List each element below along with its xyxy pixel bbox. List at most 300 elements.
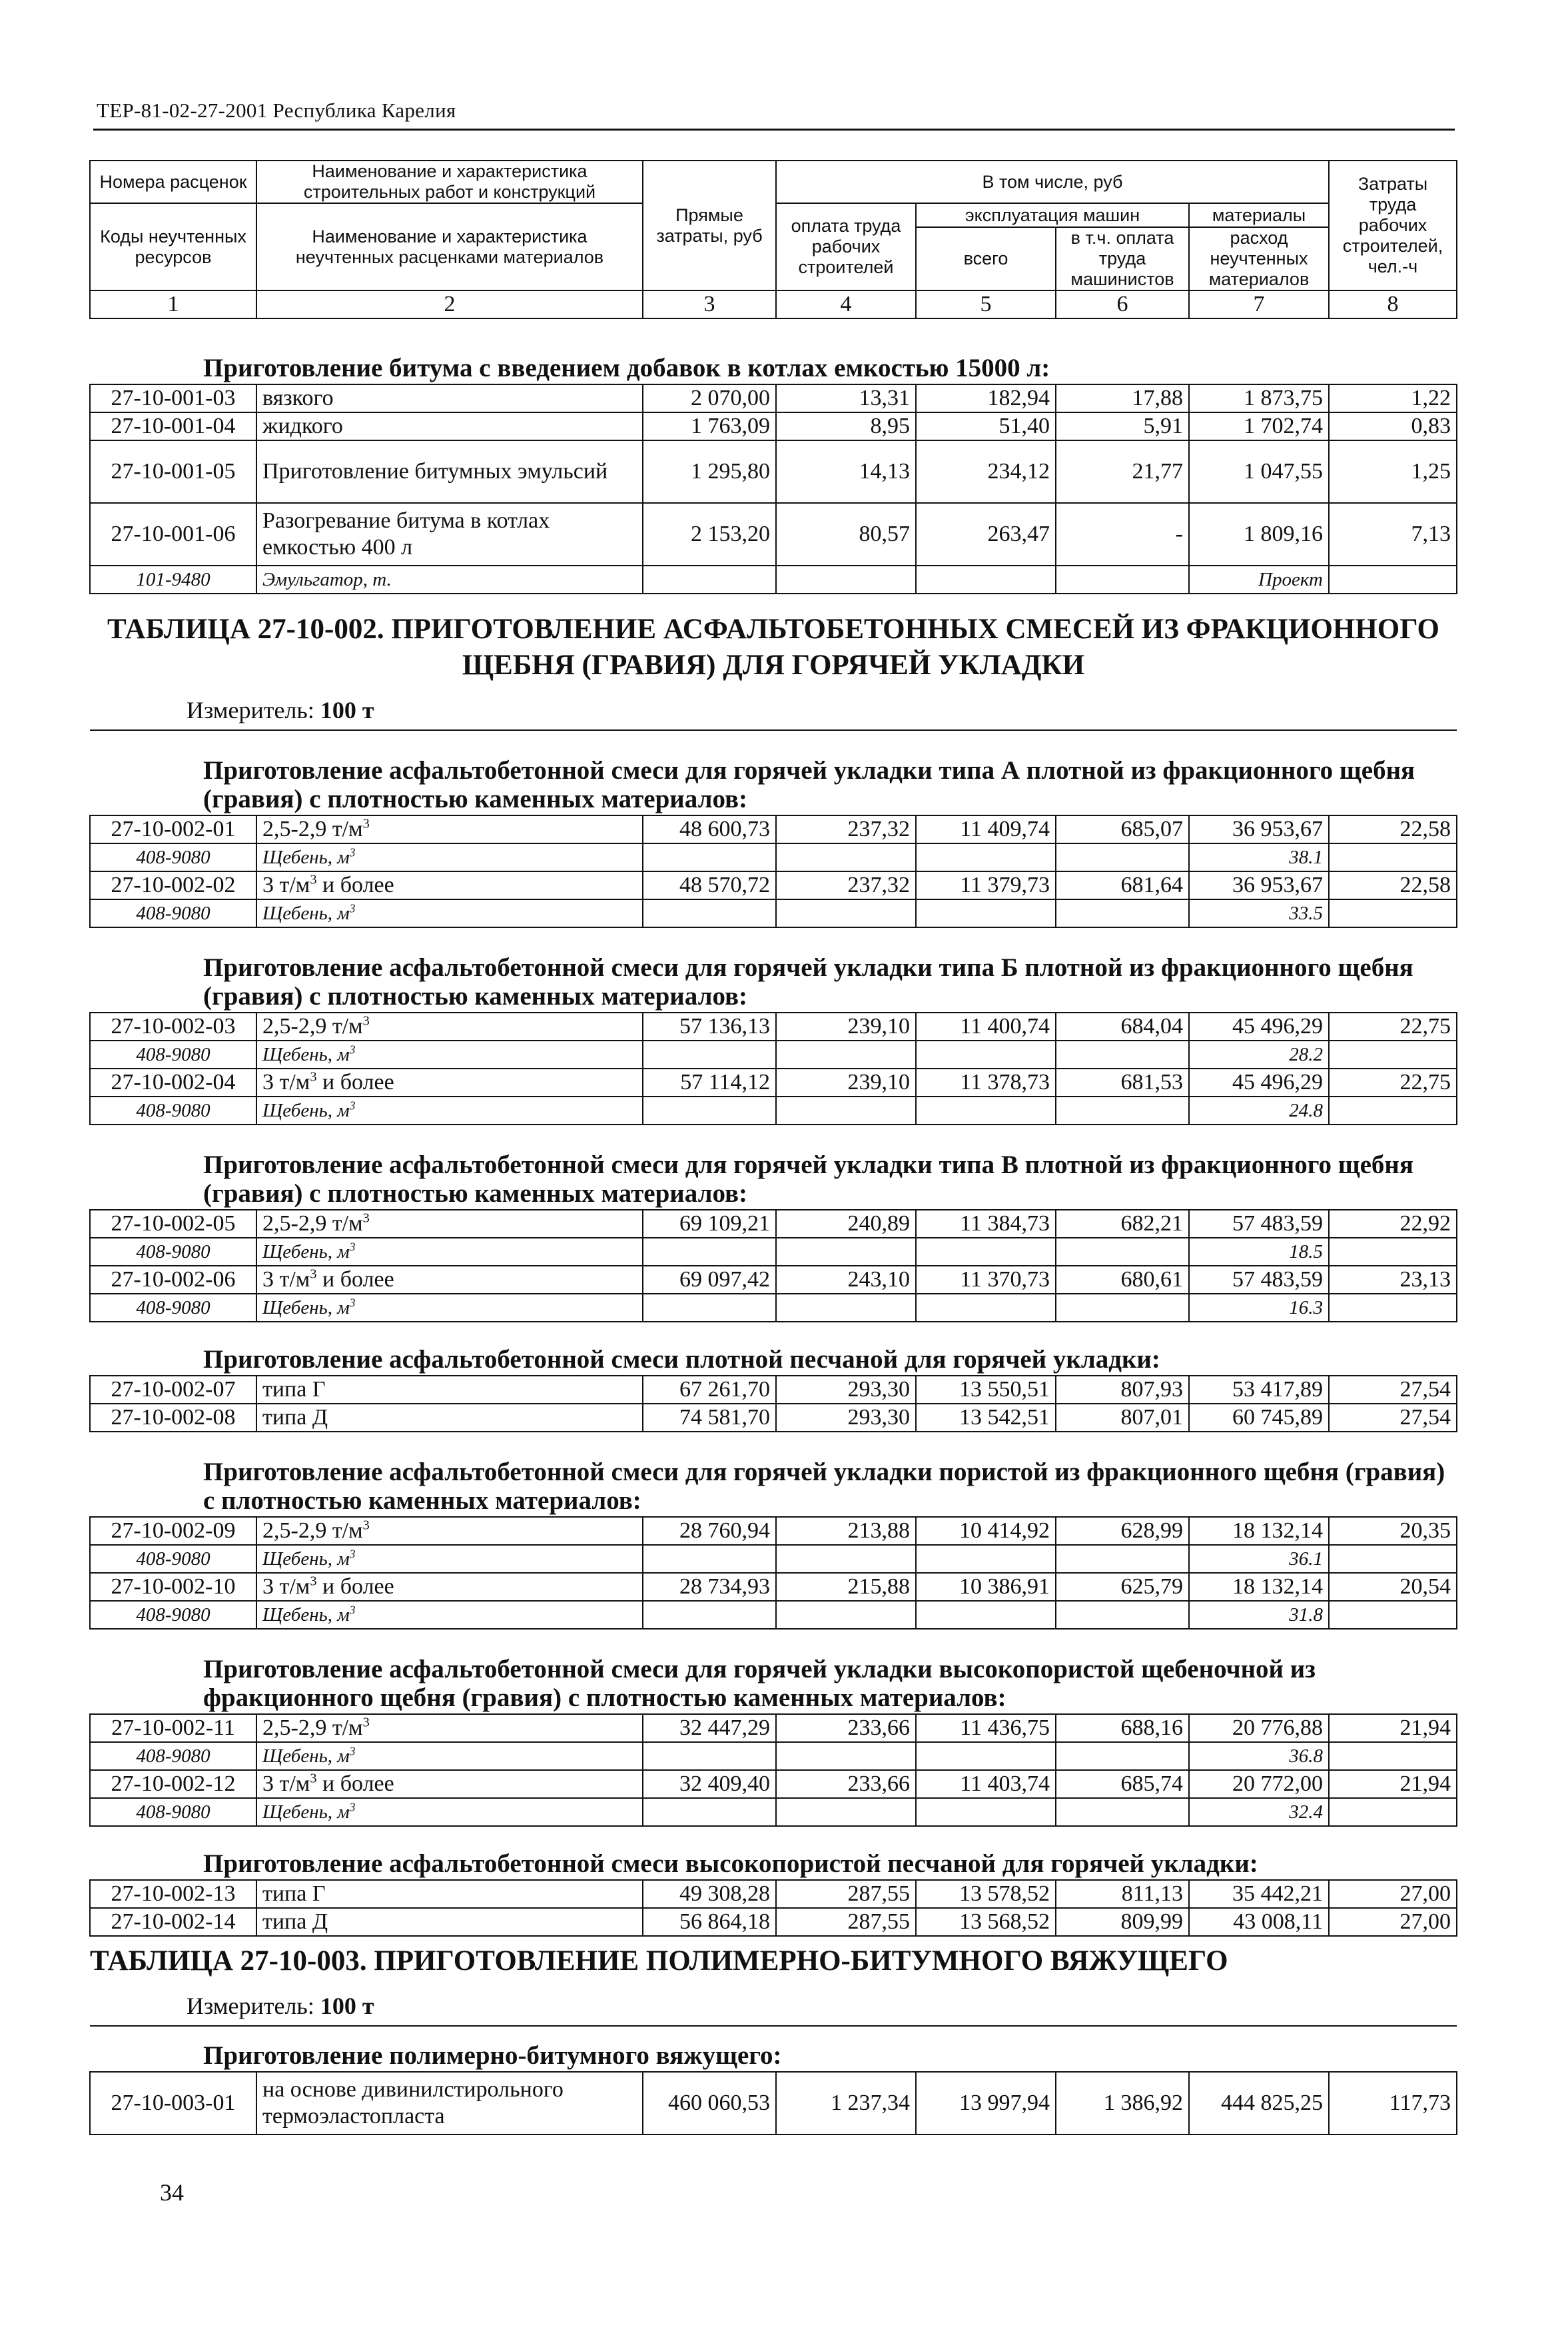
machines-cost: 11 400,74 [916,1013,1056,1041]
running-header: ТЕР-81-02-27-2001 Республика Карелия [97,99,456,122]
rate-name-suffix: и более [316,1070,394,1095]
direct-cost: 69 097,42 [643,1266,776,1294]
resource-qty: 16.3 [1189,1294,1329,1322]
table-row [90,1266,1457,1294]
materials-cost: 18 132,14 [1189,1517,1329,1545]
resource-row [90,566,1457,594]
resource-name-text: Щебень, м [262,1297,350,1318]
rate-name-text: 2,5-2,9 т/м [262,1518,363,1543]
materials-cost: 45 496,29 [1189,1069,1329,1097]
resource-code: 408-9080 [90,1601,256,1629]
labor-cost: 287,55 [776,1908,916,1936]
section-title-row [90,1826,1457,1880]
direct-cost: 67 261,70 [643,1376,776,1404]
materials-cost: 20 776,88 [1189,1714,1329,1742]
labor-hours: 22,58 [1329,871,1457,899]
header-machines-total: всего [916,227,1056,290]
resource-qty: 33.5 [1189,899,1329,927]
col-num: 3 [643,290,776,318]
table-row [90,1069,1457,1097]
operators-cost: 682,21 [1056,1210,1189,1238]
labor-cost: 287,55 [776,1880,916,1908]
machines-cost: 13 997,94 [916,2072,1056,2134]
page-number: 34 [160,2179,184,2206]
rate-code: 27-10-002-08 [90,1404,256,1432]
section-title-row [90,318,1457,384]
materials-cost: 35 442,21 [1189,1880,1329,1908]
rate-name-text: типа Д [262,1405,328,1430]
labor-hours: 27,54 [1329,1376,1457,1404]
labor-cost: 237,32 [776,871,916,899]
table-row [90,1880,1457,1908]
section-title: Приготовление асфальтобетонной смеси для горячей укладки пористой из фракционного щебня (гравия) с плотностью каменных материалов: [203,1458,1445,1515]
rate-code: 27-10-001-06 [90,503,256,566]
rate-code: 27-10-002-03 [90,1013,256,1041]
labor-hours: 21,94 [1329,1714,1457,1742]
meter-value: 100 т [320,1992,374,2019]
labor-hours: 22,92 [1329,1210,1457,1238]
resource-name-text: Щебень, м [262,903,350,924]
materials-cost: 57 483,59 [1189,1210,1329,1238]
resource-row [90,1798,1457,1826]
resource-code: 408-9080 [90,1097,256,1125]
superscript-cubic: 3 [310,872,317,887]
labor-hours: 27,00 [1329,1908,1457,1936]
labor-cost: 233,66 [776,1714,916,1742]
machines-cost: 13 578,52 [916,1880,1056,1908]
direct-cost: 48 570,72 [643,871,776,899]
labor-hours: 27,54 [1329,1404,1457,1432]
operators-cost: - [1056,503,1189,566]
header-unaccounted: расход неучтенных материалов [1189,227,1329,290]
direct-cost: 69 109,21 [643,1210,776,1238]
rate-name-text: 3 т/м [262,1267,310,1292]
resource-name-text: Щебень, м [262,1241,350,1262]
superscript-cubic: 3 [349,1240,356,1254]
resource-name-text: Щебень, м [262,1745,350,1767]
resource-code: 101-9480 [90,566,256,594]
superscript-cubic: 3 [349,1800,356,1814]
rate-name [256,1573,643,1601]
rate-name [256,1770,643,1798]
rate-name: Приготовление битумных эмульсий [256,440,643,503]
resource-qty: 18.5 [1189,1238,1329,1266]
resource-row [90,1742,1457,1770]
rate-name-suffix: и более [316,873,394,897]
col-num: 2 [256,290,643,318]
table-row [90,1714,1457,1742]
direct-cost: 57 114,12 [643,1069,776,1097]
superscript-cubic: 3 [310,1771,317,1786]
resource-code: 408-9080 [90,899,256,927]
rate-name [256,1013,643,1041]
labor-hours: 22,75 [1329,1013,1457,1041]
materials-cost: 43 008,11 [1189,1908,1329,1936]
table-row [90,1908,1457,1936]
machines-cost: 13 568,52 [916,1908,1056,1936]
rate-name [256,1908,643,1936]
superscript-cubic: 3 [362,1013,370,1029]
labor-cost: 80,57 [776,503,916,566]
table-row [90,1404,1457,1432]
section-title: Приготовление полимерно-битумного вяжущего: [203,2041,782,2070]
meter-row [90,684,1457,730]
resource-row [90,899,1457,927]
direct-cost: 48 600,73 [643,815,776,843]
section-title: Приготовление асфальтобетонной смеси для горячей укладки типа А плотной из фракционного щебня (гравия) с плотностью каменных материалов: [203,756,1415,813]
rate-name-text: 3 т/м [262,1070,310,1095]
resource-code: 408-9080 [90,1238,256,1266]
labor-cost: 213,88 [776,1517,916,1545]
rate-code: 27-10-002-09 [90,1517,256,1545]
rate-name: жидкого [256,412,643,440]
resource-name [256,843,643,871]
meter-row [90,1979,1457,2026]
rate-code: 27-10-001-05 [90,440,256,503]
operators-cost: 807,93 [1056,1376,1189,1404]
table-title-row [90,1936,1457,1979]
resource-qty: 24.8 [1189,1097,1329,1125]
header-including: В том числе, руб [776,161,1329,203]
meter-value: 100 т [320,696,374,723]
col-num: 6 [1056,290,1189,318]
labor-hours: 23,13 [1329,1266,1457,1294]
materials-cost: 36 953,67 [1189,871,1329,899]
rate-code: 27-10-001-03 [90,384,256,412]
materials-cost: 53 417,89 [1189,1376,1329,1404]
header-codes-top: Номера расценок [90,161,256,203]
section-title-row [90,730,1457,815]
superscript-cubic: 3 [310,1266,317,1282]
table-row [90,1517,1457,1545]
section-title-row [90,1322,1457,1376]
direct-cost: 460 060,53 [643,2072,776,2134]
rate-name [256,1266,643,1294]
superscript-cubic: 3 [349,1099,356,1113]
labor-hours: 27,00 [1329,1880,1457,1908]
labor-hours: 1,25 [1329,440,1457,503]
operators-cost: 688,16 [1056,1714,1189,1742]
rate-code: 27-10-002-04 [90,1069,256,1097]
machines-cost: 10 386,91 [916,1573,1056,1601]
labor-hours: 117,73 [1329,2072,1457,2134]
labor-cost: 293,30 [776,1376,916,1404]
resource-qty: 28.2 [1189,1041,1329,1069]
rate-code: 27-10-002-14 [90,1908,256,1936]
header-direct: Прямые затраты, руб [643,161,776,290]
materials-cost: 444 825,25 [1189,2072,1329,2134]
machines-cost: 11 403,74 [916,1770,1056,1798]
direct-cost: 1 763,09 [643,412,776,440]
table-row [90,440,1457,503]
table-row [90,1013,1457,1041]
col-num: 8 [1329,290,1457,318]
header-labor: оплата труда рабочих строителей [776,203,916,290]
resource-row [90,1294,1457,1322]
labor-hours: 20,35 [1329,1517,1457,1545]
resource-name [256,1545,643,1573]
resource-name-text: Щебень, м [262,1604,350,1626]
rate-name-text: 3 т/м [262,1771,310,1796]
materials-cost: 45 496,29 [1189,1013,1329,1041]
section-title-row [90,927,1457,1013]
section-title: Приготовление асфальтобетонной смеси плотной песчаной для горячей укладки: [203,1345,1160,1374]
header-numbers-row [90,290,1457,318]
price-table [89,160,1457,2135]
labor-cost: 239,10 [776,1069,916,1097]
col-num: 7 [1189,290,1329,318]
machines-cost: 13 550,51 [916,1376,1056,1404]
table-row [90,815,1457,843]
direct-cost: 32 447,29 [643,1714,776,1742]
resource-name: Эмульгатор, т. [256,566,643,594]
header-materials: материалы [1189,203,1329,227]
rate-name-suffix: и более [316,1267,394,1292]
rate-name: на основе дивинилстирольного термоэластопласта [256,2072,643,2134]
resource-qty: 36.1 [1189,1545,1329,1573]
operators-cost: 685,74 [1056,1770,1189,1798]
col-num: 5 [916,290,1056,318]
table-row [90,412,1457,440]
resource-name [256,1742,643,1770]
col-num: 1 [90,290,256,318]
resource-name [256,1238,643,1266]
superscript-cubic: 3 [349,901,356,915]
meter [90,684,1457,730]
superscript-cubic: 3 [349,1547,356,1561]
resource-name [256,1294,643,1322]
superscript-cubic: 3 [349,1043,356,1057]
table-title: ТАБЛИЦА 27-10-003. ПРИГОТОВЛЕНИЕ ПОЛИМЕРНО-БИТУМНОГО ВЯЖУЩЕГО [90,1945,1228,1977]
labor-cost: 215,88 [776,1573,916,1601]
machines-cost: 11 378,73 [916,1069,1056,1097]
machines-cost: 11 370,73 [916,1266,1056,1294]
superscript-cubic: 3 [310,1574,317,1589]
machines-cost: 11 409,74 [916,815,1056,843]
superscript-cubic: 3 [362,816,370,831]
rate-name [256,871,643,899]
labor-cost: 243,10 [776,1266,916,1294]
materials-cost: 36 953,67 [1189,815,1329,843]
operators-cost: 680,61 [1056,1266,1189,1294]
section-title-row [90,1432,1457,1517]
direct-cost: 2 153,20 [643,503,776,566]
operators-cost: 681,53 [1056,1069,1189,1097]
header-machines: эксплуатация машин [916,203,1189,227]
operators-cost: 1 386,92 [1056,2072,1189,2134]
labor-cost: 233,66 [776,1770,916,1798]
direct-cost: 1 295,80 [643,440,776,503]
direct-cost: 57 136,13 [643,1013,776,1041]
rate-name [256,1069,643,1097]
materials-cost: 1 809,16 [1189,503,1329,566]
resource-name-text: Щебень, м [262,1044,350,1065]
resource-code: 408-9080 [90,1742,256,1770]
direct-cost: 28 760,94 [643,1517,776,1545]
table-title: ТАБЛИЦА 27-10-002. ПРИГОТОВЛЕНИЕ АСФАЛЬТОБЕТОННЫХ СМЕСЕЙ ИЗ ФРАКЦИОННОГО ЩЕБНЯ (ГРАВИЯ) ДЛЯ ГОРЯЧЕЙ УКЛАДКИ [107,614,1439,681]
rate-name [256,1714,643,1742]
direct-cost: 28 734,93 [643,1573,776,1601]
rate-name [256,1880,643,1908]
machines-cost: 263,47 [916,503,1056,566]
rate-name-text: 2,5-2,9 т/м [262,1715,363,1740]
rate-name: вязкого [256,384,643,412]
superscript-cubic: 3 [310,1069,317,1085]
operators-cost: 685,07 [1056,815,1189,843]
resource-row [90,1097,1457,1125]
rate-name [256,815,643,843]
machines-cost: 11 379,73 [916,871,1056,899]
rate-name-text: типа Г [262,1881,326,1906]
rate-code: 27-10-002-07 [90,1376,256,1404]
labor-cost: 14,13 [776,440,916,503]
header-rule [93,129,1455,131]
operators-cost: 684,04 [1056,1013,1189,1041]
table-2-body [90,730,1457,1936]
table-row [90,384,1457,412]
resource-code: 408-9080 [90,1798,256,1826]
price-table-content [89,160,1456,2135]
section-title-row [90,1629,1457,1714]
operators-cost: 811,13 [1056,1880,1189,1908]
rate-name-suffix: и более [316,1574,394,1599]
superscript-cubic: 3 [362,1210,370,1226]
machines-cost: 13 542,51 [916,1404,1056,1432]
header-codes-bottom: Коды неучтенных ресурсов [90,203,256,290]
resource-qty: Проект [1189,566,1329,594]
direct-cost: 2 070,00 [643,384,776,412]
labor-hours: 21,94 [1329,1770,1457,1798]
rate-code: 27-10-002-12 [90,1770,256,1798]
table-row [90,503,1457,566]
resource-name [256,899,643,927]
materials-cost: 1 702,74 [1189,412,1329,440]
direct-cost: 56 864,18 [643,1908,776,1936]
direct-cost: 49 308,28 [643,1880,776,1908]
meter-label: Измеритель: [187,1992,314,2019]
rate-code: 27-10-003-01 [90,2072,256,2134]
superscript-cubic: 3 [349,1603,356,1617]
labor-cost: 8,95 [776,412,916,440]
labor-cost: 240,89 [776,1210,916,1238]
rate-name [256,1404,643,1432]
resource-code: 408-9080 [90,1041,256,1069]
rate-code: 27-10-002-01 [90,815,256,843]
section-title-row [90,1125,1457,1210]
rate-name-text: 2,5-2,9 т/м [262,1014,363,1039]
labor-cost: 13,31 [776,384,916,412]
rate-name-text: 2,5-2,9 т/м [262,1211,363,1236]
table-row [90,2072,1457,2134]
labor-cost: 239,10 [776,1013,916,1041]
resource-row [90,843,1457,871]
table-row [90,1376,1457,1404]
section-title: Приготовление асфальтобетонной смеси для горячей укладки типа В плотной из фракционного щебня (гравия) с плотностью каменных материалов: [203,1151,1414,1208]
direct-cost: 32 409,40 [643,1770,776,1798]
superscript-cubic: 3 [349,1744,356,1758]
resource-name [256,1041,643,1069]
header-row-1 [90,161,1457,203]
resource-code: 408-9080 [90,1294,256,1322]
superscript-cubic: 3 [349,845,356,859]
header-operators: в т.ч. оплата труда машинистов [1056,227,1189,290]
resource-qty: 32.4 [1189,1798,1329,1826]
rate-name-text: типа Г [262,1377,326,1402]
operators-cost: 625,79 [1056,1573,1189,1601]
operators-cost: 807,01 [1056,1404,1189,1432]
labor-hours: 0,83 [1329,412,1457,440]
section-title: Приготовление асфальтобетонной смеси для горячей укладки высокопористой щебеночной из фракционного щебня (гравия) с плотностью каменных материалов: [203,1655,1316,1712]
machines-cost: 182,94 [916,384,1056,412]
rate-code: 27-10-002-05 [90,1210,256,1238]
col-num: 4 [776,290,916,318]
rate-name: Разогревание битума в котлах емкостью 400 л [256,503,643,566]
labor-cost: 293,30 [776,1404,916,1432]
rate-code: 27-10-002-11 [90,1714,256,1742]
rate-code: 27-10-002-02 [90,871,256,899]
operators-cost: 628,99 [1056,1517,1189,1545]
resource-qty: 38.1 [1189,843,1329,871]
rate-name-suffix: и более [316,1771,394,1796]
resource-row [90,1545,1457,1573]
machines-cost: 11 384,73 [916,1210,1056,1238]
rate-code: 27-10-002-06 [90,1266,256,1294]
table-row [90,1770,1457,1798]
resource-name [256,1097,643,1125]
resource-row [90,1041,1457,1069]
resource-name-text: Щебень, м [262,847,350,868]
rate-name [256,1210,643,1238]
labor-hours: 22,75 [1329,1069,1457,1097]
rate-name [256,1376,643,1404]
labor-hours: 7,13 [1329,503,1457,566]
superscript-cubic: 3 [362,1518,370,1533]
labor-hours: 1,22 [1329,384,1457,412]
rate-name [256,1517,643,1545]
rate-code: 27-10-002-13 [90,1880,256,1908]
operators-cost: 17,88 [1056,384,1189,412]
rate-code: 27-10-002-10 [90,1573,256,1601]
rate-name-text: типа Д [262,1909,328,1934]
resource-name [256,1601,643,1629]
rate-code: 27-10-001-04 [90,412,256,440]
materials-cost: 18 132,14 [1189,1573,1329,1601]
machines-cost: 11 436,75 [916,1714,1056,1742]
machines-cost: 234,12 [916,440,1056,503]
section-title: Приготовление асфальтобетонной смеси высокопористой песчаной для горячей укладки: [203,1849,1258,1878]
superscript-cubic: 3 [362,1715,370,1730]
resource-name [256,1798,643,1826]
materials-cost: 20 772,00 [1189,1770,1329,1798]
materials-cost: 1 047,55 [1189,440,1329,503]
rate-name-text: 3 т/м [262,873,310,897]
meter-label: Измеритель: [187,696,314,723]
resource-row [90,1601,1457,1629]
operators-cost: 809,99 [1056,1908,1189,1936]
materials-cost: 1 873,75 [1189,384,1329,412]
materials-cost: 60 745,89 [1189,1404,1329,1432]
direct-cost: 74 581,70 [643,1404,776,1432]
section-title: Приготовление битума с введением добавок в котлах емкостью 15000 л: [203,354,1050,382]
superscript-cubic: 3 [349,1296,356,1310]
materials-cost: 57 483,59 [1189,1266,1329,1294]
header-name-top: Наименование и характеристика строительных работ и конструкций [256,161,643,203]
section-title: Приготовление асфальтобетонной смеси для горячей укладки типа Б плотной из фракционного щебня (гравия) с плотностью каменных материалов: [203,953,1413,1011]
resource-row [90,1238,1457,1266]
operators-cost: 681,64 [1056,871,1189,899]
table-row [90,871,1457,899]
resource-code: 408-9080 [90,843,256,871]
